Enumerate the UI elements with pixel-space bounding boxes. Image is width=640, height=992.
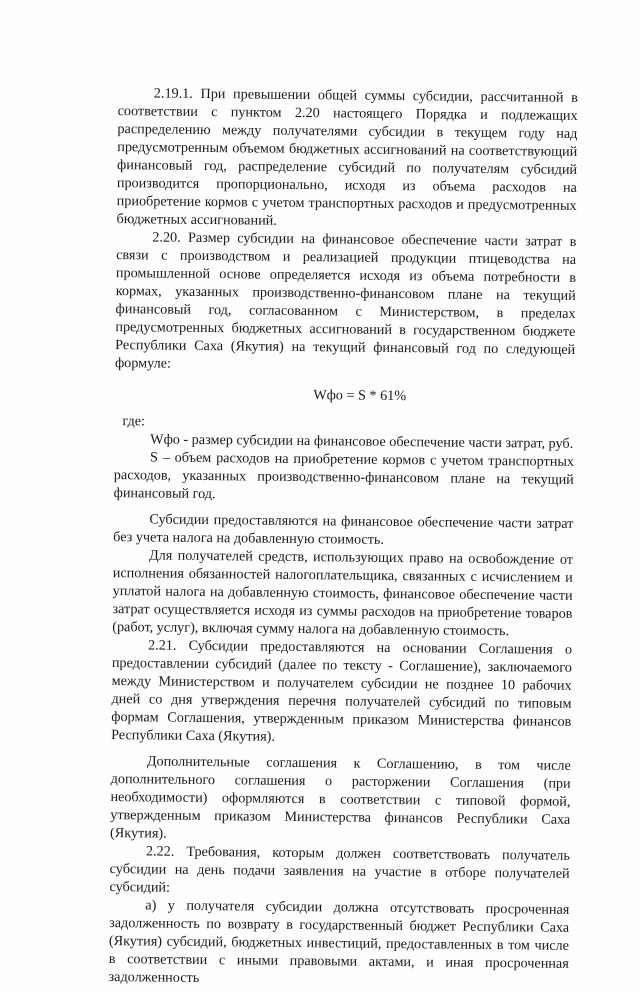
vat-paragraph: Субсидии предоставляются на финансовое обеспечение части затрат без учета налога на добавленную стоимость. [113,511,574,548]
clause-2-22: 2.22. Требования, которым должен соответствовать получатель субсидии на день подачи заявления на участие в отборе получателей субсидий: [109,843,570,896]
clause-2-20: 2.20. Размер субсидии на финансовое обеспечение части затрат в связи с производством и реализацией продукции птицеводства на промышленной основе определяется исходя из объема потребности в кормах, указанных производственно-финансовом плане на текущий финансовый год, согласованном с Министерством, в пределах предусмотренных бюджетных ассигнований в государственном бюджете Республики Саха (Якутия) на текущий финансовый год по следующей формуле: [114,229,577,372]
clause-2-22-a: а) у получателя субсидии должна отсутствовать просроченная задолженность по возврату в государственный бюджет Республики Саха (Якутия) субсидий, бюджетных инвестиций, предоставленных в том числе в соответствии с иными правовыми актами, и иная просроченная задолженность [108,897,570,986]
clause-2-19-1: 2.19.1. При превышении общей суммы субсидии, рассчитанной в соответствии с пунктом 2.20 настоящего Порядка и подлежащих распределению между получателями субсидии в текущем году над предусмотренным объемом бюджетных ассигнований на соответствующий финансовый год, распределение субсидий по получателям субсидий производится пропорционально, исходя из объема расходов на приобретение кормов с учетом транспортных расходов и предусмотренных бюджетных ассигнований. [116,85,578,229]
definition-w: Wфо - размер субсидии на финансовое обеспечение части затрат, руб. [150,431,574,452]
definition-s: S – объем расходов на приобретение кормов с учетом транспортных расходов, указанных производственно-финансовом плане на текущий финансовый год. [113,449,575,503]
additional-agreements-paragraph: Дополнительные соглашения к Соглашению, в том числе дополнительного соглашения о расторжении Соглашения (при необходимости) оформляются в соответствии с типовой формой, утвержденным приказом Министерства финансов Республики Саха (Якутия). [110,753,571,842]
vat-exemption-paragraph: Для получателей средств, использующих право на освобождение от исполнения обязанностей налогоплательщика, связанных с исчислением и уплатой налога на добавленную стоимость, финансовое обеспечение части затрат осуществляется исходя из суммы расходов на приобретение товаров (работ, услуг), включая сумму налога на добавленную стоимость. [112,547,574,640]
formula-where-label: где: [122,413,146,430]
clause-2-21: 2.21. Субсидии предоставляются на основании Соглашения о предоставлении субсидий (далее по тексту - Соглашение), заключаемого между Министерством и получателем субсидии не позднее 10 рабочих дней со дня утверждения перечня получателей субсидий по типовым формам Соглашения, утвержденным приказом Министерства финансов Республики Саха (Якутия). [111,637,573,745]
subsidy-formula: Wфо = S * 61% [313,387,407,405]
document-body [109,84,578,991]
